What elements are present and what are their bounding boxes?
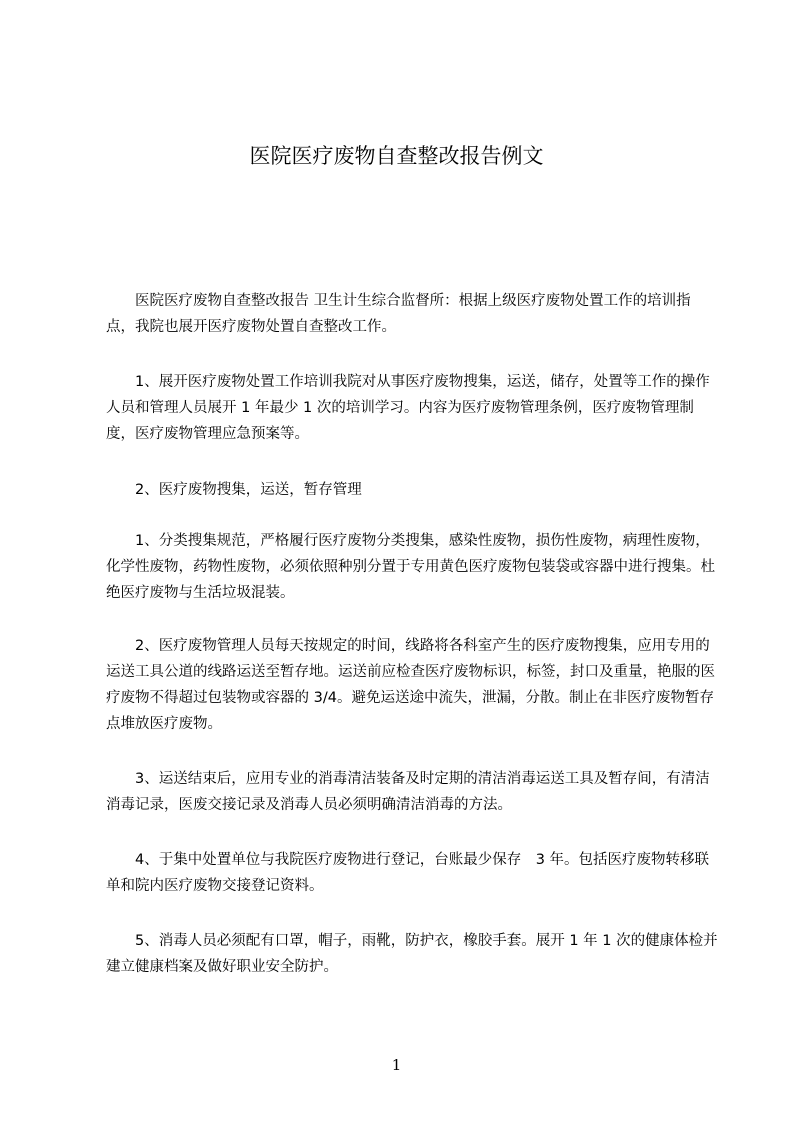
paragraph-sub-4-registration (106, 847, 718, 899)
page-number: 1 (391, 1056, 402, 1074)
paragraph-text: 5、消毒人员必须配有口罩，帽子，雨靴，防护衣，橡胶手套。展开 1 年 1 次的健康体检并建立健康档案及做好职业安全防护。 (106, 933, 718, 975)
paragraph-text: 医院医疗废物自查整改报告 卫生计生综合监督所：根据上级医疗废物处置工作的培训指点，我院也展开医疗废物处置自查整改工作。 (106, 293, 691, 335)
paragraph-sub-1-sorting (106, 528, 718, 606)
paragraph-item-1-training (106, 369, 718, 447)
paragraph-intro (106, 288, 718, 340)
paragraph-sub-2-transport (106, 633, 718, 737)
paragraph-text: 4、于集中处置单位与我院医疗废物进行登记，台账最少保存 3 年。包括医疗废物转移联单和院内医疗废物交接登记资料。 (106, 852, 710, 894)
paragraph-text: 1、分类搜集规范，严格履行医疗废物分类搜集，感染性废物，损伤性废物，病理性废物，化学性废物，药物性废物，必须依照种别分置于专用黄色医疗废物包装袋或容器中进行搜集。杜绝医疗废物与生活垃圾混装。 (106, 533, 715, 601)
section-heading-text: 2、医疗废物搜集，运送，暂存管理 (135, 482, 362, 498)
paragraph-sub-5-protection (106, 928, 718, 980)
paragraph-text: 2、医疗废物管理人员每天按规定的时间，线路将各科室产生的医疗废物搜集，应用专用的运送工具公道的线路运送至暂存地。运送前应检查医疗废物标识，标签，封口及重量，艳服的医疗废物不得超过包装物或容器的 3/4。避免运送途中流失，泄漏，分散。制止在非医疗废物暂存点堆放医疗废物。 (106, 638, 715, 732)
section-heading-2 (106, 477, 718, 503)
document-title: 医院医疗废物自查整改报告例文 (249, 144, 544, 168)
paragraph-sub-3-disinfection (106, 766, 718, 818)
paragraph-text: 3、运送结束后，应用专业的消毒清洁装备及时定期的清洁消毒运送工具及暂存间，有清洁消毒记录，医废交接记录及消毒人员必须明确清洁消毒的方法。 (106, 771, 710, 813)
paragraph-text: 1、展开医疗废物处置工作培训我院对从事医疗废物搜集，运送，储存，处置等工作的操作人员和管理人员展开 1 年最少 1 次的培训学习。内容为医疗废物管理条例，医疗废物管理制度，医疗废物管理应急预案等。 (106, 374, 710, 442)
